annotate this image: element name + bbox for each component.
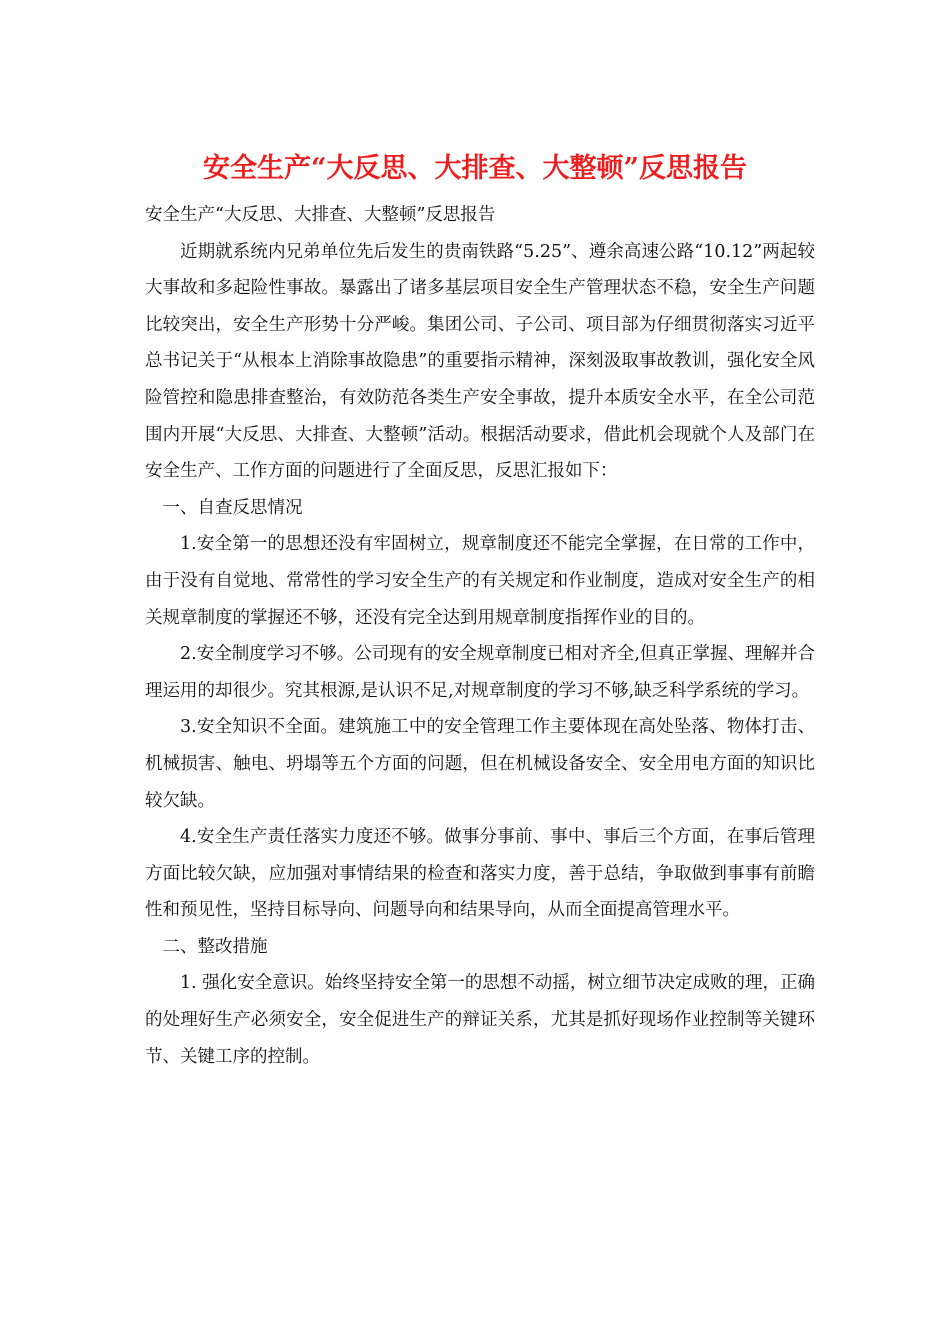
- intro-paragraph: 近期就系统内兄弟单位先后发生的贵南铁路“5.25”、遵余高速公路“10.12”两起较大事故和多起险性事故。暴露出了诸多基层项目安全生产管理状态不稳，安全生产问题比较突出，安全生产形势十分严峻。集团公司、子公司、项目部为仔细贯彻落实习近平总书记关于“从根本上消除事故隐患”的重要指示精神，深刻汲取事故教训，强化安全风险管控和隐患排查整治，有效防范各类生产安全事故，提升本质安全水平，在全公司范围内开展“大反思、大排查、大整顿”活动。根据活动要求，借此机会现就个人及部门在安全生产、工作方面的问题进行了全面反思，反思汇报如下：: [145, 241, 815, 482]
- rectification-item-1: 1. 强化安全意识。始终坚持安全第一的思想不动摇，树立细节决定成败的理，正确的处理好生产必须安全，安全促进生产的辩证关系，尤其是抓好现场作业控制等关键环节、关键工序的控制。: [145, 973, 815, 1067]
- document-subtitle: 安全生产“大反思、大排查、大整顿”反思报告: [145, 205, 496, 225]
- section-heading-self-check: 一、自查反思情况: [162, 497, 303, 518]
- document-title: 安全生产“大反思、大排查、大整顿”反思报告: [202, 153, 748, 184]
- self-check-item-2: 2.安全制度学习不够。公司现有的安全规章制度已相对齐全,但真正掌握、理解并合理运用的却很少。究其根源,是认识不足,对规章制度的学习不够,缺乏科学系统的学习。: [145, 644, 815, 701]
- self-check-item-4: 4.安全生产责任落实力度还不够。做事分事前、事中、事后三个方面，在事后管理方面比较欠缺，应加强对事情结果的检查和落实力度，善于总结，争取做到事事有前瞻性和预见性，坚持目标导向、问题导向和结果导向，从而全面提高管理水平。: [145, 827, 815, 921]
- self-check-item-3: 3.安全知识不全面。建筑施工中的安全管理工作主要体现在高处坠落、物体打击、机械损害、触电、坍塌等五个方面的问题，但在机械设备安全、安全用电方面的知识比较欠缺。: [145, 717, 815, 811]
- document-body: [145, 197, 815, 1075]
- self-check-item-1: 1.安全第一的思想还没有牢固树立，规章制度还不能完全掌握，在日常的工作中，由于没有自觉地、常常性的学习安全生产的有关规定和作业制度，造成对安全生产的相关规章制度的掌握还不够，还没有完全达到用规章制度指挥作业的目的。: [145, 534, 815, 628]
- section-heading-rectification: 二、整改措施: [162, 936, 268, 957]
